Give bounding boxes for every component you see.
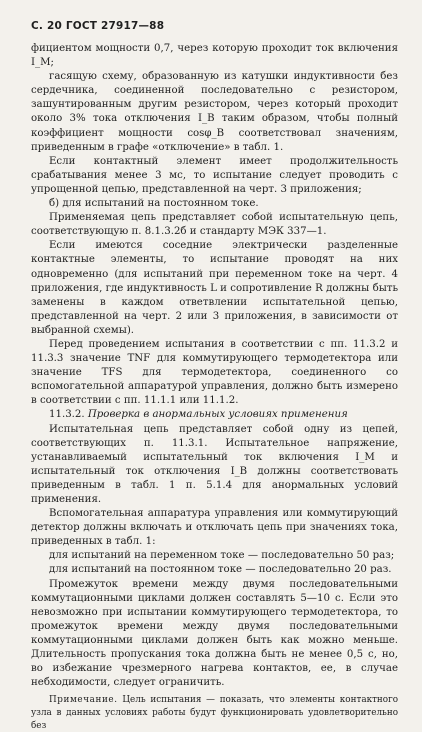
page-header: С. 20 ГОСТ 27917—88 bbox=[31, 20, 165, 32]
paragraph-p6: Если имеются соседние электрически разделенные контактные элементы, то испытание проводят на них одновременно (для испытаний при переменном токе на черт. 4 приложения, где индуктивность L и сопротивление R должны быть заменены в каждом ответвлении испытательной цепью, представленной на черт. 2 или 3 приложения, в зависимости от выбранной схемы). bbox=[31, 240, 398, 336]
paragraph-p11: для испытаний на постоянном токе — последовательно 20 раз. bbox=[49, 564, 392, 576]
note-text: Цель испытания — показать, что элементы контактного узла в данных условиях работы будут функционировать удовлетворительно без bbox=[31, 695, 398, 731]
paragraph-p1: фициентом мощности 0,7, через которую проходит ток включения I_M; bbox=[31, 43, 398, 69]
paragraph-p3: Если контактный элемент имеет продолжительность срабатывания менее 3 мс, то испытание следует проводить с упрощенной цепью, представленной на черт. 3 приложения; bbox=[31, 155, 398, 195]
paragraph-p4: б) для испытаний на постоянном токе. bbox=[49, 198, 259, 210]
note-label: Примечание. bbox=[49, 695, 118, 706]
paragraph-p2: гасящую схему, образованную из катушки индуктивности без сердечника, соединенной последовательно с резистором, зашунтированным другим резистором, через который проходит около 3% тока отключения I_B таким образом, чтобы полный коэффициент мощности cosφ_B соответствовал значениям, приведенным в графе «отключение» в табл. 1. bbox=[31, 71, 398, 153]
section-title: Проверка в анормальных условиях применения bbox=[87, 409, 348, 421]
paragraph-p12: Промежуток времени между двумя последовательными коммутационными циклами должен составлять 5—10 с. Если это невозможно при испытании коммутирующего термодетектора, то промежуток времени между двумя последовательными коммутационными циклами должен быть как можно меньше. Длительность пропускания тока должна быть не менее 0,5 с, но, во избежание чрезмерного нагрева контактов, ее, в случае небходимости, следует ограничить. bbox=[31, 578, 398, 689]
note bbox=[31, 694, 398, 732]
paragraph-p8: Испытательная цепь представляет собой одну из цепей, соответствующих п. 11.3.1. Испытательное напряжение, устанавливаемый испытательный ток включения I_M и испытательный ток отключения I_B должны соответствовать приведенным в табл. 1 п. 5.1.4 для анормальных условий применения. bbox=[31, 423, 398, 505]
section-number: 11.3.2. bbox=[49, 409, 85, 421]
paragraph-p5: Применяемая цепь представляет собой испытательную цепь, соответствующую п. 8.1.3.2б и стандарту МЭК 337—1. bbox=[31, 212, 398, 238]
paragraph-p7: Перед проведением испытания в соответствии с пп. 11.3.2 и 11.3.3 значение TNF для коммутирующего термодетектора или значение TFS для термодетектора, соединенного со вспомогательной аппаратурой управления, должно быть измерено в соответствии с пп. 11.1.1 или 11.1.2. bbox=[31, 338, 398, 407]
section-heading bbox=[31, 408, 398, 422]
paragraph-p9: Вспомогательная аппаратура управления или коммутирующий детектор должны включать и отключать цепь при значениях тока, приведенных в табл. 1: bbox=[31, 508, 398, 548]
body-text bbox=[31, 42, 398, 690]
paragraph-p10: для испытаний на переменном токе — последовательно 50 раз; bbox=[49, 550, 395, 562]
